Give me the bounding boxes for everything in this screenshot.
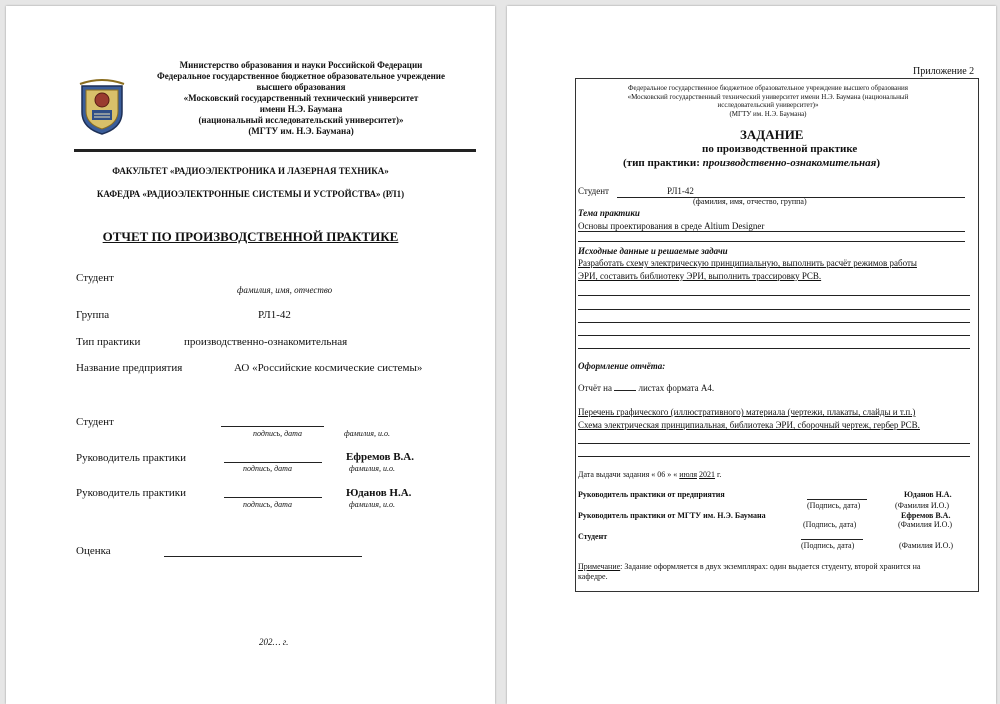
sup-company-name: Юданов Н.А.: [904, 490, 952, 499]
report-pages-suffix: листах формата А4.: [638, 383, 715, 393]
header-line: Федеральное государственное бюджетное образовательное учреждение высшего образования: [628, 84, 908, 92]
signature-hint: подпись, дата: [243, 464, 293, 473]
ministry-line: (национальный исследовательский университет)»: [198, 115, 404, 125]
topic-line-2: [578, 241, 965, 242]
header-line: «Московский государственный технический университет имени Н.Э. Баумана (национальный: [627, 92, 909, 101]
report-pages: [578, 383, 714, 393]
report-title: ОТЧЕТ ПО ПРОИЗВОДСТВЕННОЙ ПРАКТИКЕ: [102, 229, 399, 244]
group-label: Группа: [76, 309, 110, 321]
note-word: Примечание: [578, 562, 621, 571]
type-suffix: ): [876, 157, 880, 169]
name-hint: фамилия, и.о.: [349, 500, 395, 509]
ministry-line: «Московский государственный технический университет: [183, 93, 419, 103]
header-line: (МГТУ им. Н.Э. Баумана): [729, 109, 807, 118]
assignment-subtitle: по производственной практике: [702, 143, 858, 155]
appendix-label: Приложение 2: [913, 66, 975, 77]
sign-student-label: Студент: [76, 416, 114, 428]
sup-univ-label: Руководитель практики от МГТУ им. Н.Э. Баумана: [578, 511, 766, 520]
bmstu-emblem-icon: [76, 78, 128, 136]
blank-line: [578, 309, 970, 310]
company-label: Название предприятия: [76, 362, 183, 374]
issue-year: 2021: [699, 470, 716, 479]
sign-hint: (Подпись, дата): [807, 501, 861, 510]
company-value: АО «Российские космические системы»: [234, 362, 423, 374]
graphics-value: Схема электрическая принципиальная, библиотека ЭРИ, сборочный чертеж, гербер PCB.: [578, 420, 920, 430]
input-label: Исходные данные и решаемые задачи: [578, 246, 728, 256]
topic-label: Тема практики: [578, 208, 640, 218]
faculty-name: ФАКУЛЬТЕТ «РАДИОЭЛЕКТРОНИКА И ЛАЗЕРНАЯ ТЕХНИКА»: [112, 166, 389, 176]
blank-line: [578, 348, 970, 349]
assignment-page: [507, 6, 996, 704]
ministry-line: (МГТУ им. Н.Э. Баумана): [248, 126, 354, 136]
grade-line: [164, 556, 362, 557]
ministry-line: Министерство образования и науки Российской Федерации: [179, 60, 423, 70]
issue-date: [578, 470, 721, 479]
type-value: производственно-ознакомительная: [702, 157, 877, 169]
supervisor1-name: Ефремов В.А.: [346, 451, 414, 463]
name-hint: (Фамилия И.О.): [895, 501, 950, 510]
topic-line: [578, 231, 965, 232]
ministry-line: имени Н.Э. Баумана: [259, 104, 343, 114]
report-pages-prefix: Отчёт на: [578, 383, 612, 393]
practice-type: [623, 157, 880, 169]
signature-line: [801, 539, 863, 540]
type-prefix: (тип практики:: [623, 157, 703, 169]
student-label: Студент: [578, 186, 609, 196]
department-name: КАФЕДРА «РАДИОЭЛЕКТРОННЫЕ СИСТЕМЫ И УСТРОЙСТВА» (РЛ1): [96, 189, 405, 199]
student-name-hint: фамилия, имя, отчество: [237, 285, 333, 295]
signature-line: [807, 499, 867, 500]
blank-line: [578, 335, 970, 336]
student-label: Студент: [76, 272, 114, 284]
signature-hint: подпись, дата: [253, 429, 303, 438]
ministry-header: [136, 60, 466, 137]
graphics-label: Перечень графического (иллюстративного) материала (чертежи, плакаты, слайды и т.п.): [578, 407, 916, 417]
blank-line: [578, 322, 970, 323]
title-page: [6, 6, 495, 704]
blank-line: [578, 443, 970, 444]
report-label: Оформление отчёта:: [578, 361, 666, 371]
note-line2: кафедре.: [578, 572, 608, 581]
pages-count-blank: [614, 390, 636, 391]
blank-line: [578, 456, 970, 457]
student-signature-line: [221, 426, 324, 427]
supervisor2-label: Руководитель практики: [76, 487, 187, 499]
group-value: РЛ1-42: [258, 309, 291, 321]
issue-month: июля: [679, 470, 698, 479]
grade-label: Оценка: [76, 545, 111, 557]
student-hint: (фамилия, имя, отчество, группа): [693, 197, 807, 206]
topic-value: Основы проектирования в среде Altium Designer: [578, 221, 765, 231]
input-line-2: ЭРИ, составить библиотеку ЭРИ, выполнить трассировку PCB.: [578, 271, 822, 281]
university-header: [603, 84, 933, 118]
note-line1: : Задание оформляется в двух экземплярах: один выдается студенту, второй хранится на: [620, 562, 921, 571]
student-sign-label: Студент: [578, 532, 608, 541]
year-footer: 202… г.: [259, 637, 289, 647]
practice-type-value: производственно-ознакомительная: [184, 336, 348, 348]
header-divider: [74, 149, 476, 152]
signature-hint: подпись, дата: [243, 500, 293, 509]
header-line: исследовательский университет)»: [717, 101, 819, 109]
issue-prefix: Дата выдачи задания « 06 » «: [578, 470, 678, 479]
assignment-title: ЗАДАНИЕ: [740, 127, 804, 142]
sign-hint: (Подпись, дата): [801, 541, 855, 550]
sup-univ-name: Ефремов В.А.: [901, 511, 951, 520]
practice-type-label: Тип практики: [76, 336, 141, 348]
supervisor2-signature-line: [224, 497, 322, 498]
name-hint: фамилия, и.о.: [344, 429, 390, 438]
issue-suffix: г.: [717, 470, 722, 479]
supervisor1-label: Руководитель практики: [76, 452, 187, 464]
student-group: РЛ1-42: [667, 186, 694, 196]
name-hint: (Фамилия И.О.): [898, 520, 953, 529]
name-hint: фамилия, и.о.: [349, 464, 395, 473]
supervisor1-signature-line: [224, 462, 322, 463]
input-line-1: Разработать схему электрическую принципиальную, выполнить расчёт режимов работы: [578, 258, 917, 268]
sign-hint: (Подпись, дата): [803, 520, 857, 529]
ministry-line: высшего образования: [256, 82, 346, 92]
sup-company-label: Руководитель практики от предприятия: [578, 490, 725, 499]
note: [578, 562, 920, 571]
supervisor2-name: Юданов Н.А.: [346, 487, 412, 499]
name-hint: (Фамилия И.О.): [899, 541, 954, 550]
blank-line: [578, 295, 970, 296]
ministry-line: Федеральное государственное бюджетное образовательное учреждение: [157, 71, 445, 81]
